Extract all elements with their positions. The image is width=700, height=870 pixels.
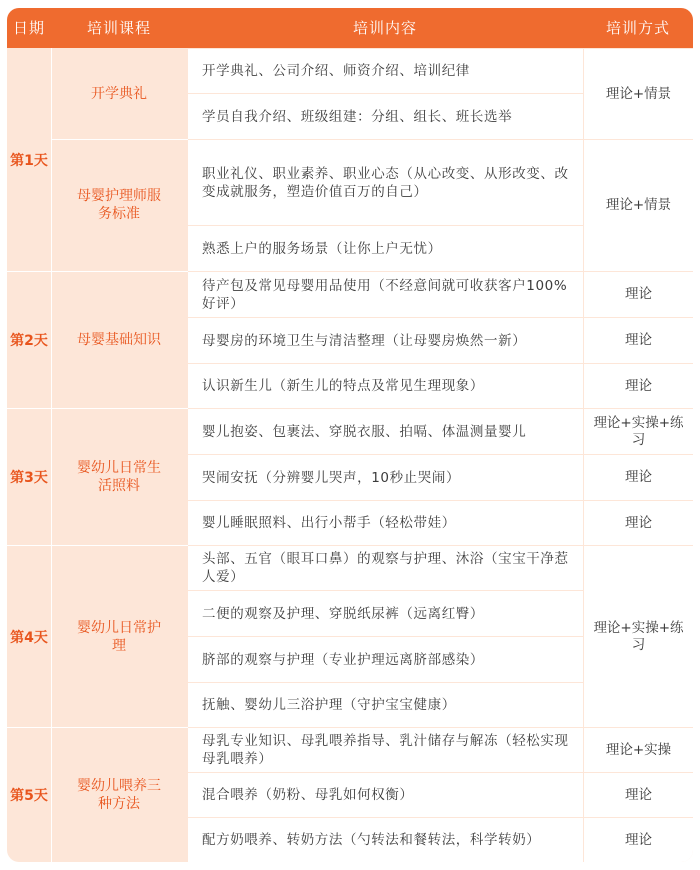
course-name: 开学典礼 xyxy=(91,85,147,102)
header-course: 培训课程 xyxy=(86,19,151,37)
content-cell: 母乳专业知识、母乳喂养指导、乳汁储存与解冻（轻松实现母乳喂养） xyxy=(188,728,583,772)
method-cell: 理论+实操 xyxy=(584,728,693,772)
row-divider xyxy=(7,408,188,409)
method-cell: 理论 xyxy=(584,818,693,862)
header-date: 日期 xyxy=(12,19,45,37)
content-cell: 婴儿抱姿、包裹法、穿脱衣服、拍嗝、体温测量婴儿 xyxy=(188,409,583,454)
content-cell: 认识新生儿（新生儿的特点及常见生理现象） xyxy=(188,364,583,408)
day-label: 第2天 xyxy=(10,333,48,349)
method-cell: 理论+情景 xyxy=(584,49,693,139)
method-cell: 理论 xyxy=(584,773,693,817)
method-cell: 理论+情景 xyxy=(584,140,693,271)
course-name: 婴幼儿日常生活照料 xyxy=(77,460,161,494)
course-name: 婴幼儿日常护理 xyxy=(77,619,161,654)
method-cell: 理论 xyxy=(584,318,693,363)
day-label: 第3天 xyxy=(10,470,48,486)
content-cell: 职业礼仪、职业素养、职业心态（从心改变、从形改变、改变成就服务，塑造价值百万的自己） xyxy=(188,140,583,225)
day-label: 第1天 xyxy=(10,152,48,169)
day-label: 第4天 xyxy=(10,629,48,646)
content-cell: 母婴房的环境卫生与清洁整理（让母婴房焕然一新） xyxy=(188,318,583,363)
method-cell: 理论+实操+练习 xyxy=(584,409,693,454)
column-divider xyxy=(51,48,52,862)
row-divider xyxy=(7,545,188,546)
content-cell: 头部、五官（眼耳口鼻）的观察与护理、沐浴（宝宝干净惹人爱） xyxy=(188,546,583,590)
content-cell: 混合喂养（奶粉、母乳如何权衡） xyxy=(188,773,583,817)
content-cell: 开学典礼、公司介绍、师资介绍、培训纪律 xyxy=(188,49,583,93)
course-name: 母婴基础知识 xyxy=(77,332,161,348)
header-content: 培训内容 xyxy=(352,19,417,37)
content-cell: 配方奶喂养、转奶方法（勺转法和餐转法，科学转奶） xyxy=(188,818,583,862)
method-cell: 理论 xyxy=(584,272,693,317)
method-cell: 理论 xyxy=(584,364,693,408)
content-cell: 脐部的观察与护理（专业护理远离脐部感染） xyxy=(188,637,583,682)
course-name: 婴幼儿喂养三种方法 xyxy=(77,778,161,812)
row-divider xyxy=(51,139,188,140)
header-method: 培训方式 xyxy=(605,19,670,37)
method-cell: 理论+实操+练习 xyxy=(584,546,693,727)
table-header xyxy=(7,8,693,48)
course-name: 母婴护理师服务标准 xyxy=(77,188,161,222)
content-cell: 学员自我介绍、班级组建：分组、组长、班长选举 xyxy=(188,94,583,139)
method-cell: 理论 xyxy=(584,455,693,500)
content-cell: 熟悉上户的服务场景（让你上户无忧） xyxy=(188,226,583,271)
row-divider xyxy=(7,727,188,728)
row-divider xyxy=(7,271,188,272)
content-cell: 婴儿睡眠照料、出行小帮手（轻松带娃） xyxy=(188,501,583,545)
training-schedule-table xyxy=(7,8,693,862)
content-cell: 待产包及常见母婴用品使用（不经意间就可收获客户100%好评） xyxy=(188,272,583,317)
content-cell: 抚触、婴幼儿三浴护理（守护宝宝健康） xyxy=(188,683,583,727)
content-cell: 哭闹安抚（分辨婴儿哭声，10秒止哭闹） xyxy=(188,455,583,500)
content-cell: 二便的观察及护理、穿脱纸尿裤（远离红臀） xyxy=(188,591,583,636)
day-label: 第5天 xyxy=(10,788,48,804)
method-cell: 理论 xyxy=(584,501,693,545)
